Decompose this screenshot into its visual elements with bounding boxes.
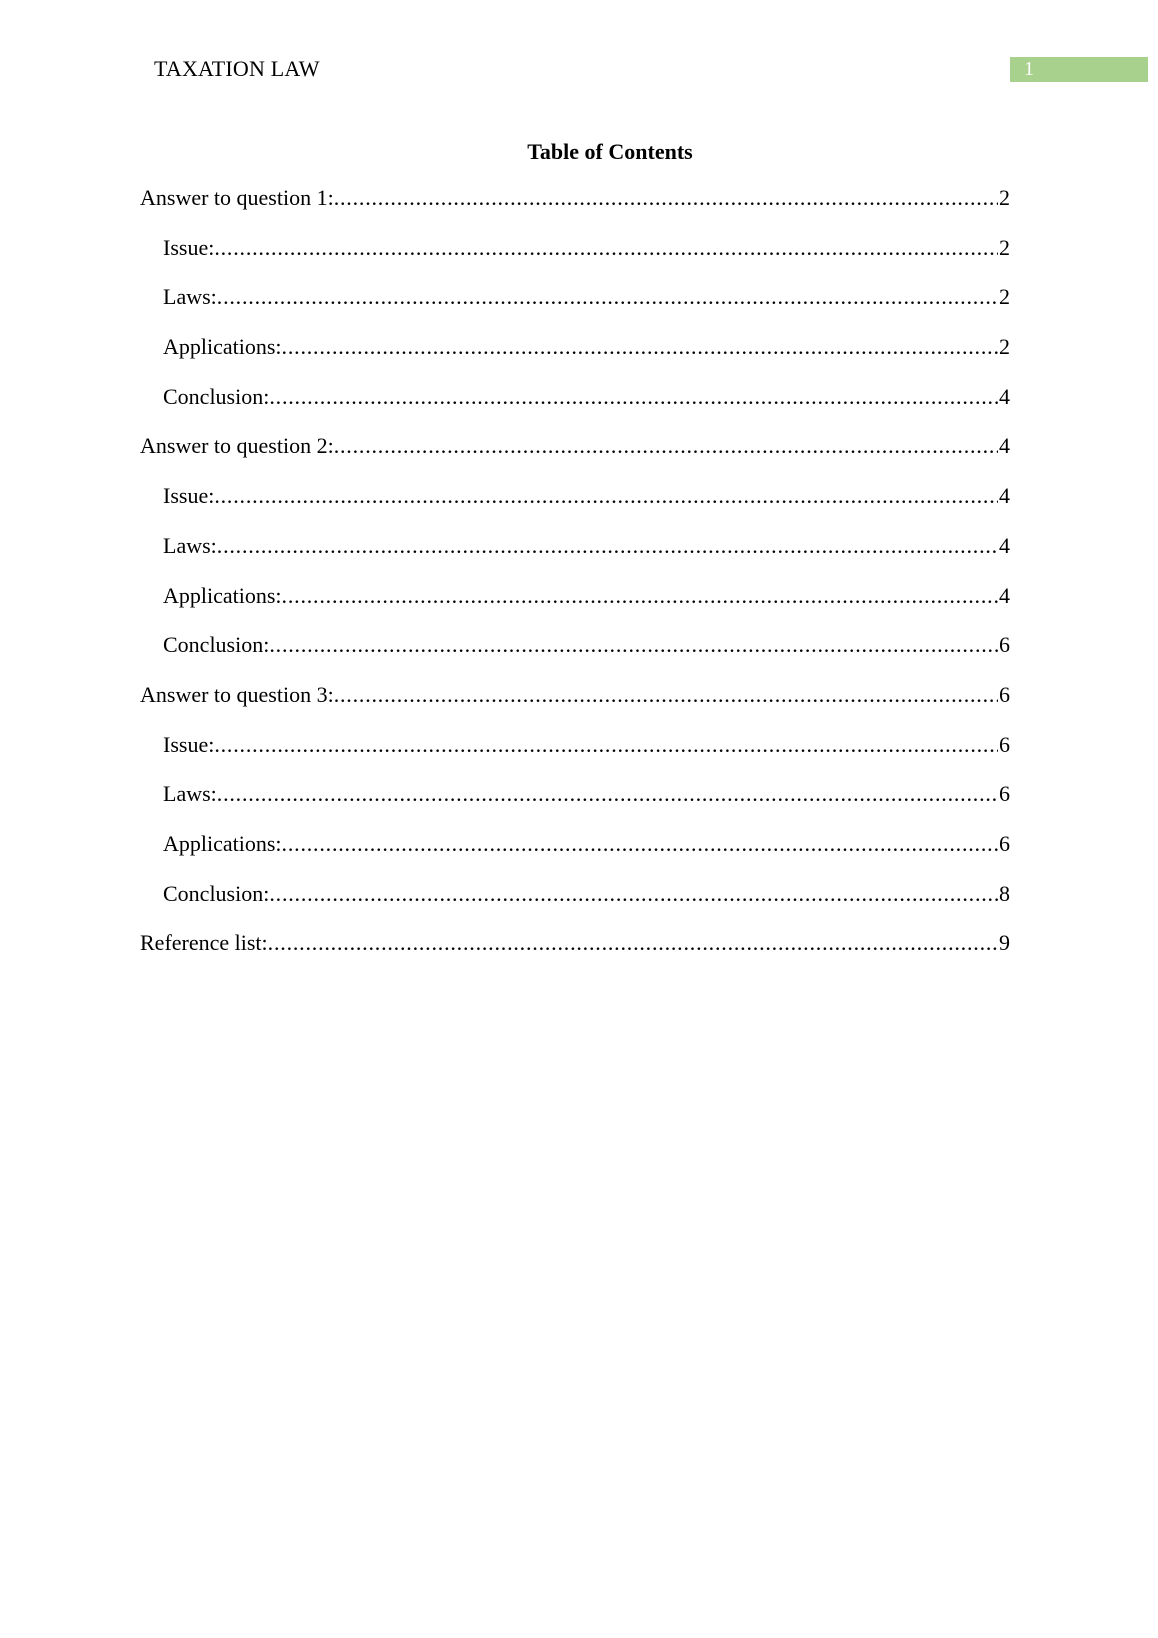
toc-entry-q3-issue[interactable] bbox=[140, 730, 1010, 780]
toc-entry-page: 2 bbox=[999, 185, 1010, 210]
toc-dot-leader bbox=[217, 779, 998, 809]
toc-entry-page: 2 bbox=[999, 334, 1010, 360]
toc-entry-page: 2 bbox=[999, 284, 1010, 310]
toc-entry-q2-conclusion[interactable] bbox=[140, 630, 1010, 680]
toc-dot-leader bbox=[269, 630, 998, 660]
toc-entry-label: Laws: bbox=[163, 284, 217, 310]
toc-entry-q2-applications[interactable] bbox=[140, 581, 1010, 631]
toc-entry-label: Laws: bbox=[163, 781, 217, 807]
toc-entry-question-1[interactable] bbox=[140, 183, 1010, 233]
toc-entry-q1-applications[interactable] bbox=[140, 332, 1010, 382]
toc-entry-label: Conclusion: bbox=[163, 632, 270, 658]
toc-dot-leader bbox=[334, 680, 998, 710]
toc-entry-q3-conclusion[interactable] bbox=[140, 879, 1010, 929]
toc-entry-label: Issue: bbox=[163, 483, 215, 509]
toc-entry-page: 4 bbox=[999, 532, 1010, 558]
toc-entry-question-3[interactable] bbox=[140, 680, 1010, 730]
toc-entry-q3-laws[interactable] bbox=[140, 779, 1010, 829]
toc-entry-page: 9 bbox=[999, 930, 1010, 956]
toc-heading: Table of Contents bbox=[527, 139, 693, 164]
toc-dot-leader bbox=[214, 481, 998, 511]
toc-entry-page: 8 bbox=[999, 880, 1010, 906]
toc-entry-page: 6 bbox=[999, 632, 1010, 658]
toc-entry-page: 6 bbox=[999, 781, 1010, 807]
toc-entry-q1-conclusion[interactable] bbox=[140, 382, 1010, 432]
page-number-badge bbox=[1010, 57, 1148, 82]
toc-entry-page: 4 bbox=[999, 483, 1010, 509]
toc-dot-leader bbox=[217, 531, 998, 561]
toc-dot-leader bbox=[334, 183, 998, 213]
toc-entry-label: Laws: bbox=[163, 532, 217, 558]
toc-entry-q1-issue[interactable] bbox=[140, 233, 1010, 283]
toc-entry-label: Conclusion: bbox=[163, 880, 270, 906]
toc-entry-page: 4 bbox=[999, 433, 1010, 459]
toc-entry-label: Applications: bbox=[163, 830, 282, 856]
toc-entry-label: Answer to question 1: bbox=[140, 185, 334, 210]
toc-entry-label: Reference list: bbox=[140, 930, 268, 956]
toc-dot-leader bbox=[282, 829, 998, 859]
toc-entry-page: 6 bbox=[999, 731, 1010, 757]
toc-entry-question-2[interactable] bbox=[140, 431, 1010, 481]
toc-dot-leader bbox=[268, 928, 998, 958]
toc-entry-label: Issue: bbox=[163, 234, 215, 260]
page-number: 1 bbox=[1024, 58, 1034, 80]
toc-entry-q3-applications[interactable] bbox=[140, 829, 1010, 879]
toc-entry-q2-laws[interactable] bbox=[140, 531, 1010, 581]
toc-entry-label: Applications: bbox=[163, 334, 282, 360]
toc-entry-page: 6 bbox=[999, 830, 1010, 856]
toc-entry-label: Issue: bbox=[163, 731, 215, 757]
toc-dot-leader bbox=[282, 581, 998, 611]
toc-entry-page: 2 bbox=[999, 234, 1010, 260]
toc-dot-leader bbox=[269, 879, 998, 909]
toc-entry-label: Applications: bbox=[163, 582, 282, 608]
toc-dot-leader bbox=[214, 730, 998, 760]
toc-entry-label: Conclusion: bbox=[163, 383, 270, 409]
toc-entry-page: 4 bbox=[999, 582, 1010, 608]
toc-entry-page: 6 bbox=[999, 681, 1010, 707]
toc-entry-reference-list[interactable] bbox=[140, 928, 1010, 978]
toc-dot-leader bbox=[217, 282, 998, 312]
toc-dot-leader bbox=[334, 431, 998, 461]
toc-entry-q2-issue[interactable] bbox=[140, 481, 1010, 531]
toc-entry-label: Answer to question 3: bbox=[140, 681, 334, 707]
toc-entry-page: 4 bbox=[999, 383, 1010, 409]
table-of-contents bbox=[140, 183, 1010, 978]
toc-dot-leader bbox=[282, 332, 998, 362]
toc-dot-leader bbox=[214, 233, 998, 263]
running-header-title: TAXATION LAW bbox=[154, 56, 320, 81]
toc-dot-leader bbox=[269, 382, 998, 412]
toc-entry-label: Answer to question 2: bbox=[140, 433, 334, 459]
toc-entry-q1-laws[interactable] bbox=[140, 282, 1010, 332]
